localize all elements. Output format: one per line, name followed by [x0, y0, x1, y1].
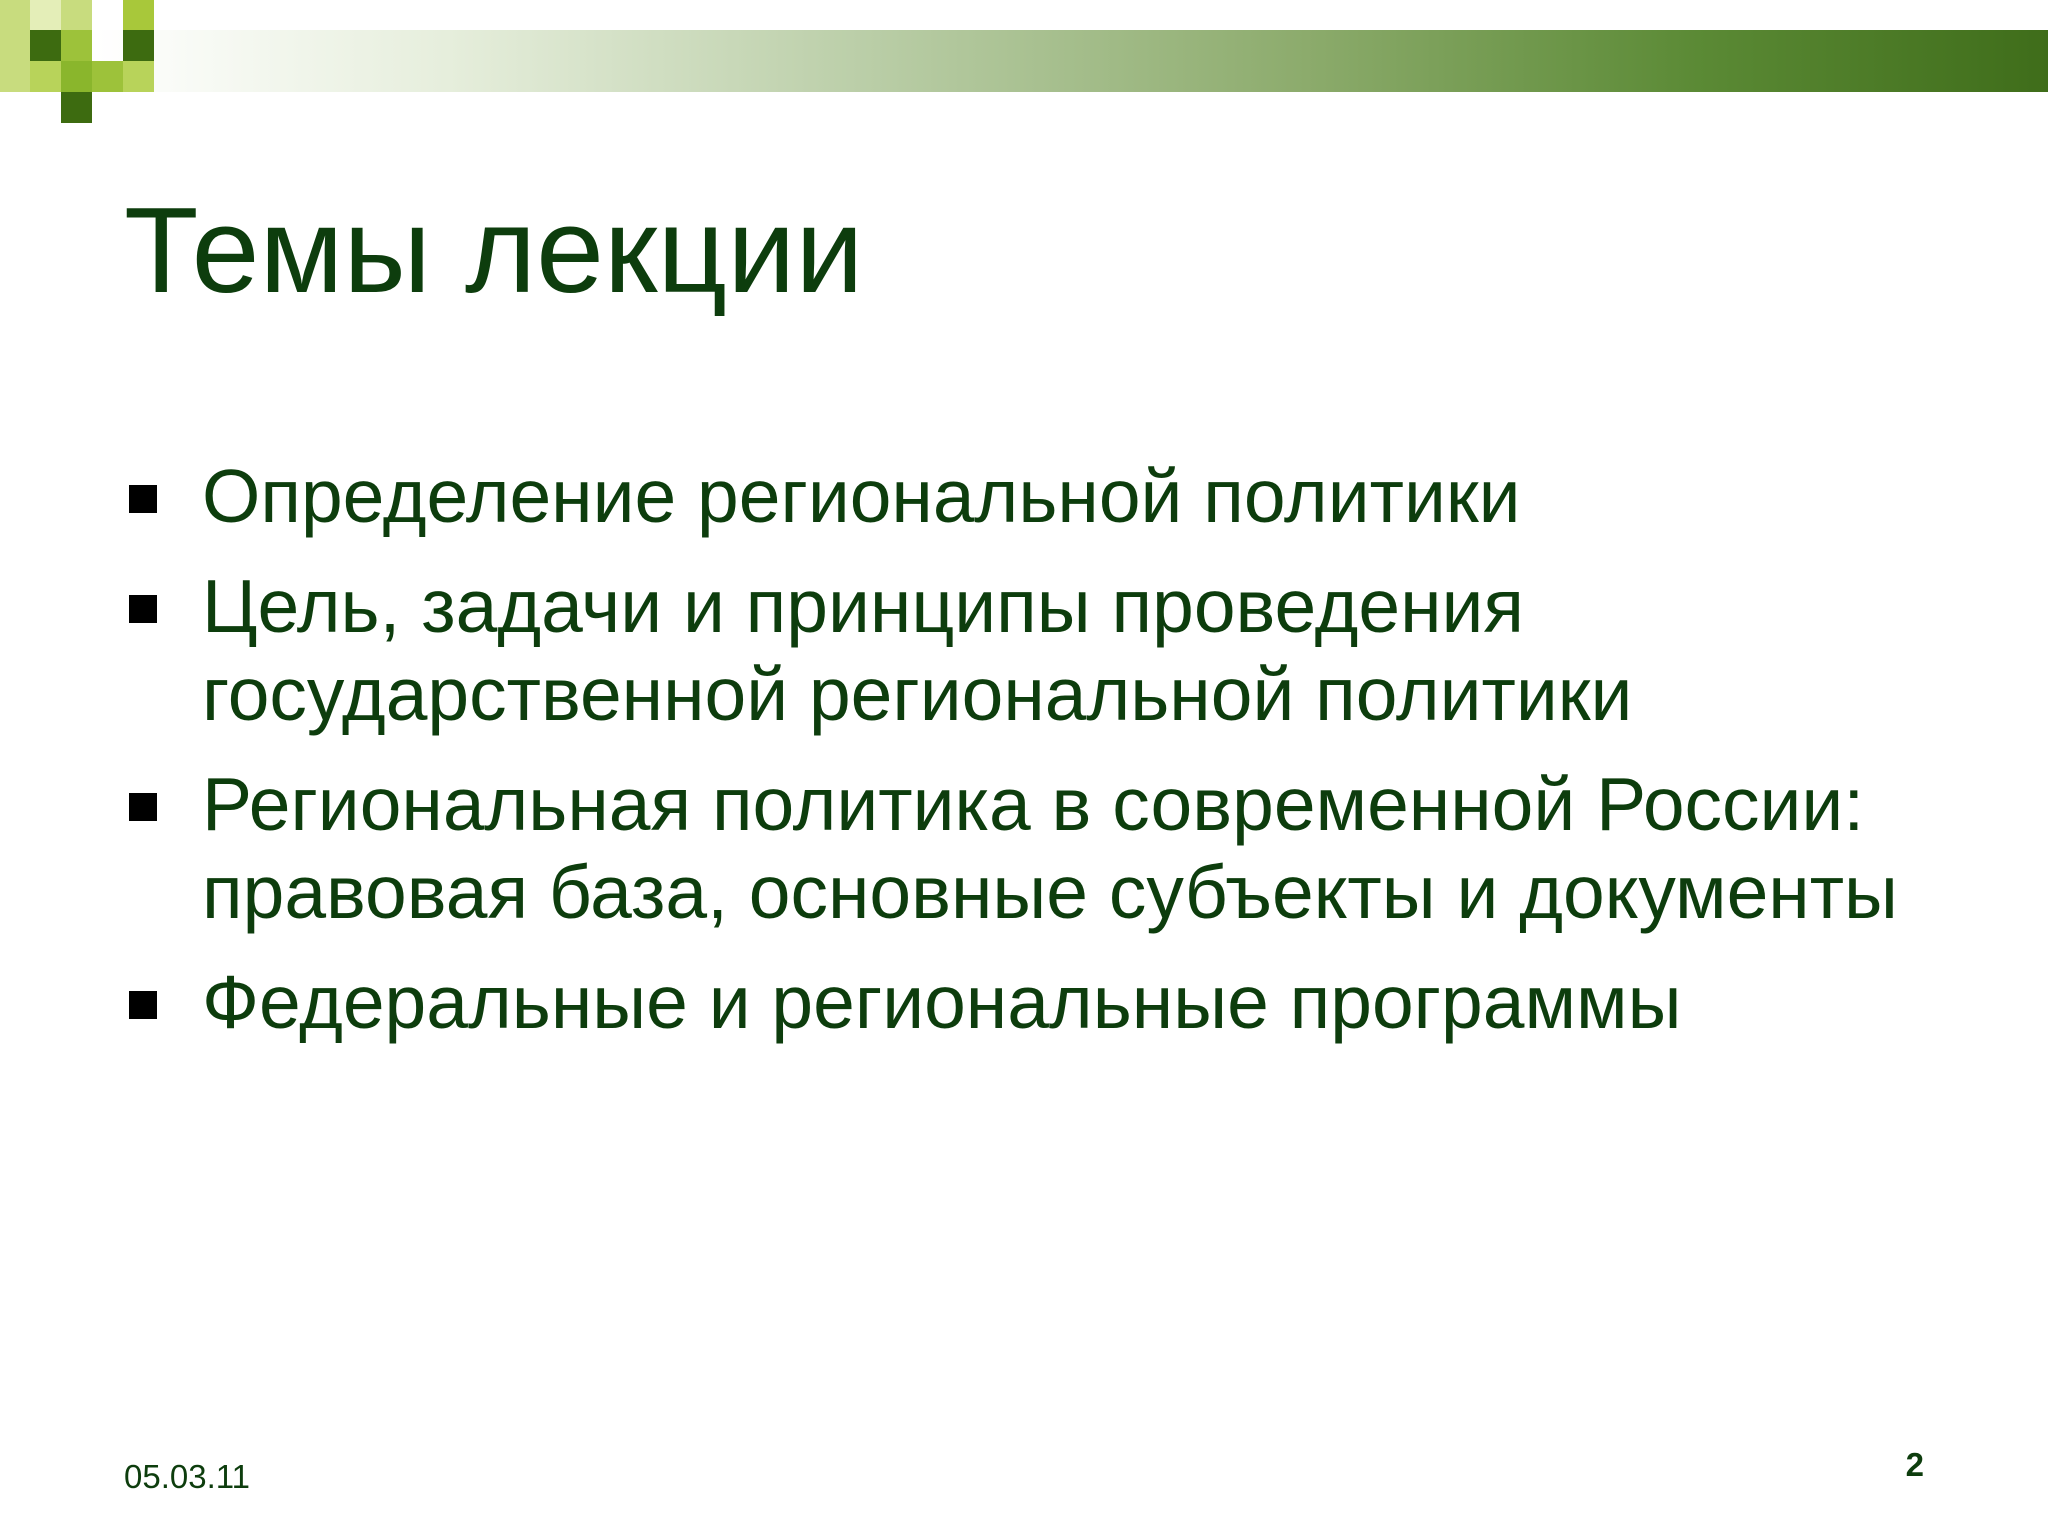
bullet-text: Региональная политика в современной России: правовая база, основные субъекты и документы — [202, 762, 1898, 934]
bullet-text: Федеральные и региональные программы — [202, 960, 1682, 1044]
bullet-list — [124, 452, 1984, 1068]
header-gradient-band — [96, 30, 2048, 92]
bullet-item — [124, 958, 1984, 1046]
square-bullet-icon — [129, 485, 157, 513]
bullet-item — [124, 562, 1984, 738]
square-bullet-icon — [129, 793, 157, 821]
square-bullet-icon — [129, 991, 157, 1019]
square-bullet-icon — [129, 595, 157, 623]
bullet-item — [124, 760, 1984, 936]
bullet-text: Определение региональной политики — [202, 454, 1521, 538]
bullet-text: Цель, задачи и принципы проведения государственной региональной политики — [202, 564, 1633, 736]
page-number: 2 — [1905, 1446, 1924, 1483]
bullet-item — [124, 452, 1984, 540]
slide-title: Темы лекции — [124, 182, 864, 318]
footer-date: 05.03.11 — [124, 1458, 251, 1495]
